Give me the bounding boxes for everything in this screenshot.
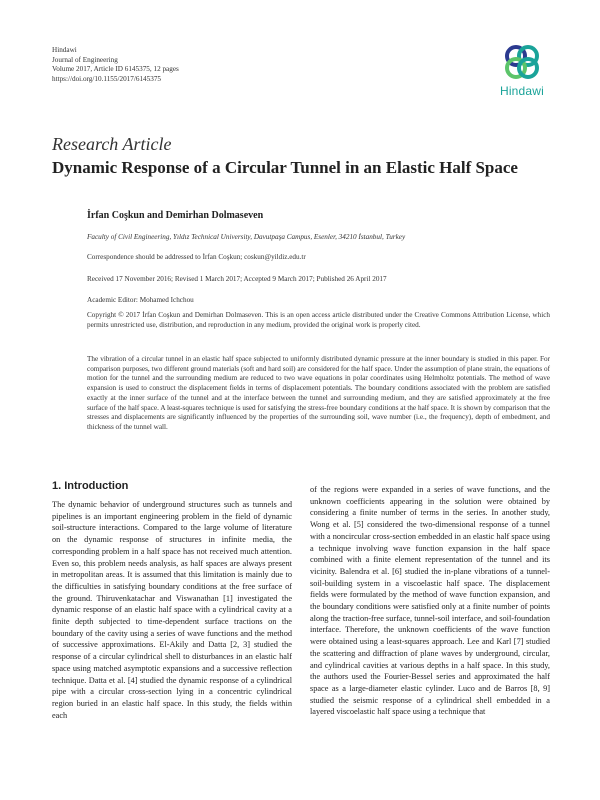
authors: İrfan Coşkun and Demirhan Dolmaseven	[87, 210, 264, 221]
section-heading-introduction: 1. Introduction	[52, 480, 129, 492]
publisher-logo	[492, 42, 552, 106]
body-column-right	[310, 484, 550, 718]
body-column-left	[52, 499, 292, 721]
intro-paragraph-right: of the regions were expanded in a series of wave functions, and the unknown coefficients appearing in the solution were obtained by considering a finite number of terms in the series. In another study, Wong et al. [5] considered the two-dimensional response of a tunnel with a noncircular cross-section embedded in an elastic half space using a technique involving wave function expansion in the half space combined with a finite element representation of the tunnel and its vicinity. Balendra et al. [6] studied the in-plane vibrations of a tunnel-soil-building system in a viscoelastic half space. The displacement fields were formulated by the method of wave function expansion, and the boundary conditions were satisfied only at a finite number of points along the traction-free surface, tunnel-soil interface, and soil-foundation interface. Therefore, the unknown coefficients of the wave function were obtained using a least-squares approach. Lee and Karl [7] studied the scattering and diffraction of plane waves by underground, circular, and cylindrical cavities at various depths in a half space. In this study, the authors used the Fourier-Bessel series and approximated the half space as a large-diameter elastic cylinder. Luco and de Barros [8, 9] studied the seismic response of a cylindrical shell embedded in a layered viscoelastic half space using a technique that	[310, 485, 550, 717]
academic-editor: Academic Editor: Mohamed Ichchou	[87, 296, 194, 304]
journal-name: Journal of Engineering	[52, 55, 118, 64]
copyright-notice: Copyright © 2017 İrfan Coşkun and Demirhan Dolmaseven. This is an open access article distributed under the Creative Commons Attribution License, which permits unrestricted use, distribution, and reproduction in any medium, provided the original work is properly cited.	[87, 311, 550, 329]
volume-info: Volume 2017, Article ID 6145375, 12 pages	[52, 65, 179, 74]
publication-dates: Received 17 November 2016; Revised 1 March 2017; Accepted 9 March 2017; Published 26 April 2017	[87, 275, 387, 283]
journal-header	[52, 46, 179, 84]
affiliation: Faculty of Civil Engineering, Yıldız Technical University, Davutpaşa Campus, Esenler, 34210 İstanbul, Turkey	[87, 233, 406, 241]
publisher-name: Hindawi	[52, 46, 77, 54]
article-title: Dynamic Response of a Circular Tunnel in an Elastic Half Space	[52, 158, 518, 177]
article-type: Research Article	[52, 134, 172, 154]
doi-link[interactable]: https://doi.org/10.1155/2017/6145375	[52, 74, 162, 83]
hindawi-rings-icon	[502, 42, 542, 82]
correspondence: Correspondence should be addressed to İrfan Coşkun; coskun@yildiz.edu.tr	[87, 253, 306, 261]
logo-wordmark: Hindawi	[499, 84, 545, 98]
intro-paragraph-left: The dynamic behavior of underground structures such as tunnels and pipelines is an important engineering problem in the field of dynamic soil-structure interactions. Compared to the large volume of literature on the dynamic response of structures in infinite media, the corresponding problem in a half space has not received much attention. Even so, this problem needs analysis, as half spaces are always present in metropolitan areas. It is assumed that this limitation is mainly due to the difficulties in satisfying boundary conditions at the free surface of the ground. Thiruvenkatachar and Viswanathan [1] investigated the dynamic response of an elastic half space with a cylindrical cavity at a finite depth subjected to time-dependent surface tractions on the boundary of the cavity using a series of wave functions and the method of successive approximations. El-Akily and Datta [2, 3] studied the response of a circular cylindrical shell to disturbances in an elastic half space using matched asymptotic expansions and a successive reflection technique. Datta et al. [4] studied the dynamic response of a cylindrical pipe with a circular cross-section lying in a concentric cylindrical region buried in an elastic half space. In this study, the fields within each	[52, 500, 292, 720]
abstract: The vibration of a circular tunnel in an elastic half space subjected to uniformly distributed dynamic pressure at the inner boundary is studied in this paper. For comparison purposes, two different ground materials (soft and hard soil) are considered for the half space. Under the assumption of plane strain, the equations of motion for the tunnel and the surrounding medium are reduced to two wave equations in polar coordinates using Helmholtz potentials. The method of wave expansion is used to construct the displacement fields in terms of displacement potentials. The boundary conditions associated with the problem are satisfied exactly at the inner surface of the tunnel and at the interface between the tunnel and surrounding medium, and they are satisfied approximately at the free surface of the half space. A least-squares technique is used for satisfying the stress-free boundary conditions at the half space. It is shown by comparison that the stresses and displacements are significantly influenced by the properties of the surrounding soil, wave number (i.e., the frequency), depth of embedment, and thickness of the tunnel wall.	[87, 355, 550, 431]
